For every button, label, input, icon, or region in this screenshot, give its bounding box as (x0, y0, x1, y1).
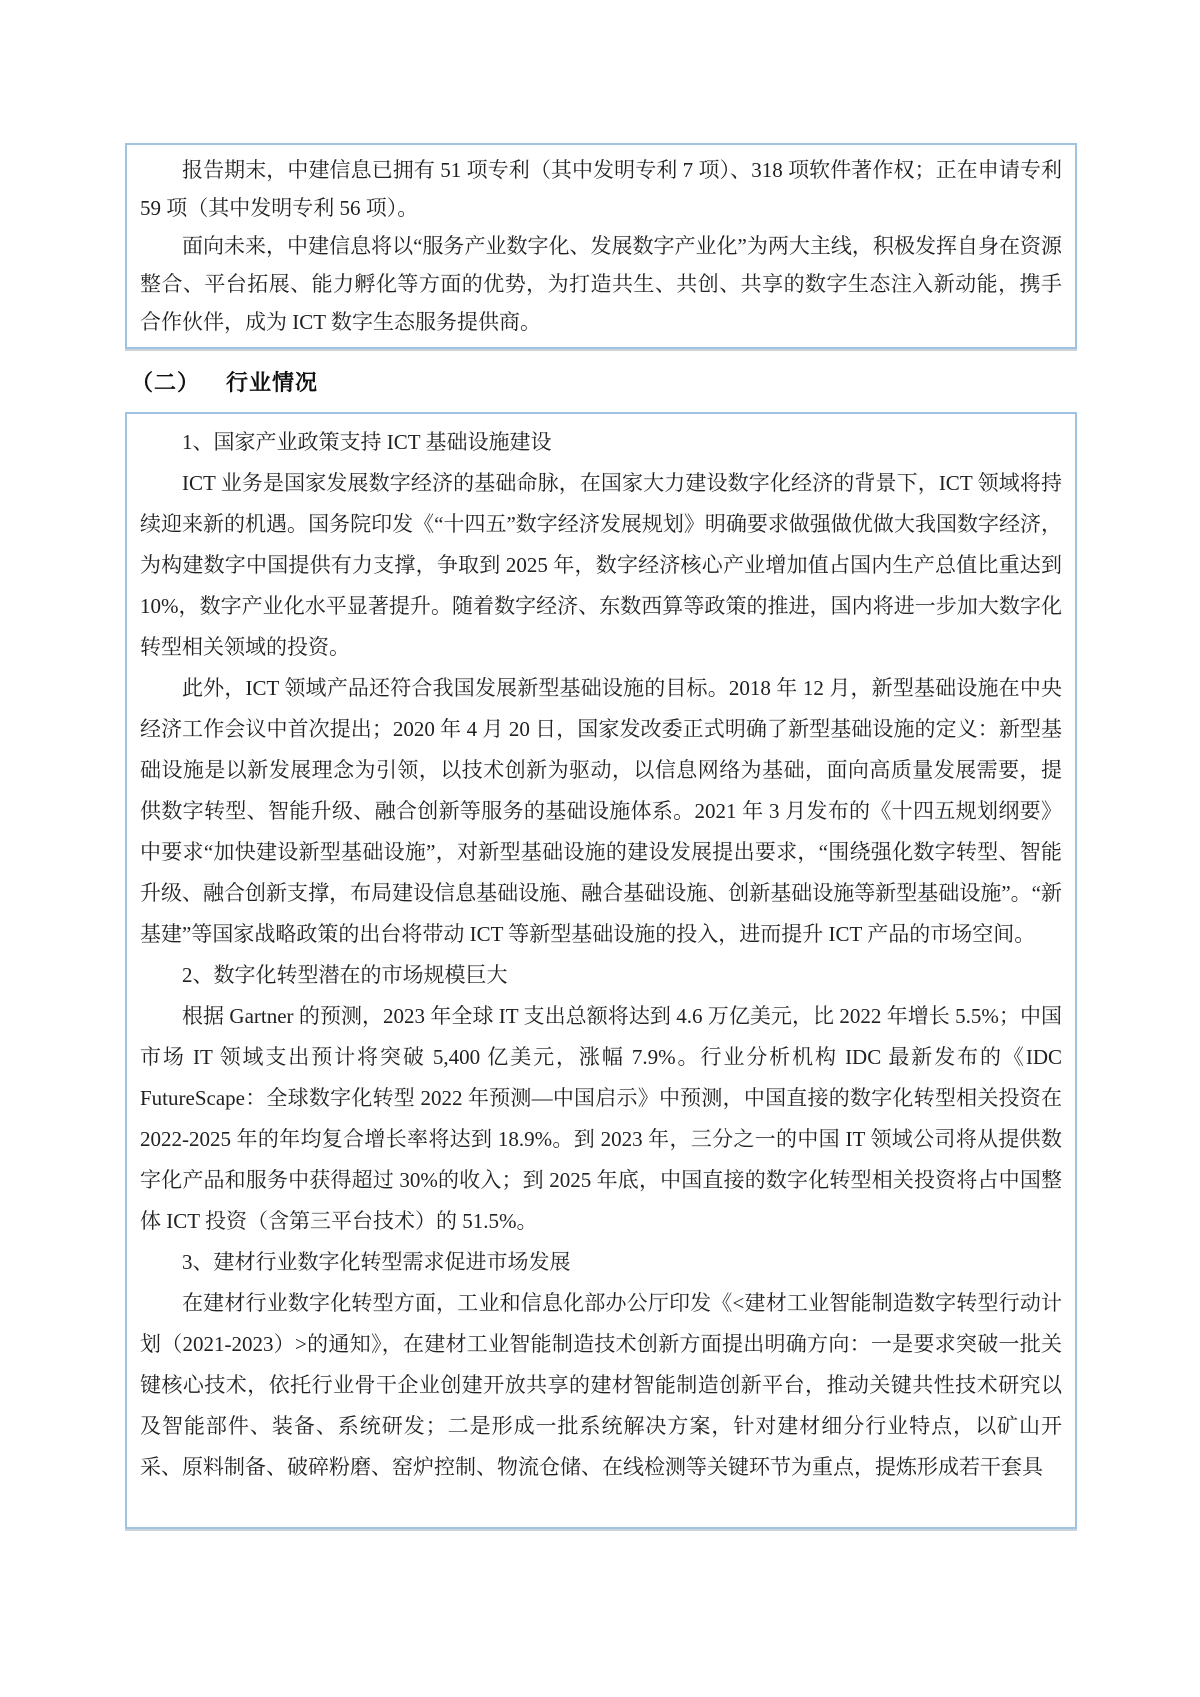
industry-paragraph-new-infrastructure: 此外，ICT 领域产品还符合我国发展新型基础设施的目标。2018 年 12 月，新型基础设施在中央经济工作会议中首次提出；2020 年 4 月 20 日，国家发改委正式明确了新型基础设施的定义：新型基础设施是以新发展理念为引领，以技术创新为驱动，以信息网络为基础，面向高质量发展需要，提供数字转型、智能升级、融合创新等服务的基础设施体系。2021 年 3 月发布的《十四五规划纲要》中要求“加快建设新型基础设施”，对新型基础设施的建设发展提出要求，“围绕强化数字转型、智能升级、融合创新支撑，布局建设信息基础设施、融合基础设施、创新基础设施等新型基础设施”。“新基建”等国家战略政策的出台将带动 ICT 等新型基础设施的投入，进而提升 ICT 产品的市场空间。 (140, 676, 1062, 946)
industry-subheading-2: 2、数字化转型潜在的市场规模巨大 (182, 963, 508, 987)
summary-paragraph-patents: 报告期末，中建信息已拥有 51 项专利（其中发明专利 7 项）、318 项软件著作权；正在申请专利 59 项（其中发明专利 56 项）。 (140, 158, 1062, 220)
industry-subheading-1: 1、国家产业政策支持 ICT 基础设施建设 (182, 430, 552, 454)
industry-paragraph-market-size: 根据 Gartner 的预测，2023 年全球 IT 支出总额将达到 4.6 万亿美元，比 2022 年增长 5.5%；中国市场 IT 领域支出预计将突破 5,400 亿美元，涨幅 7.9%。行业分析机构 IDC 最新发布的《IDC FutureScape：全球数字化转型 2022 年预测—中国启示》中预测，中国直接的数字化转型相关投资在 2022-2025 年的年均复合增长率将达到 18.9%。到 2023 年，三分之一的中国 IT 领域公司将从提供数字化产品和服务中获得超过 30%的收入；到 2025 年底，中国直接的数字化转型相关投资将占中国整体 ICT 投资（含第三平台技术）的 51.5%。 (140, 1004, 1062, 1233)
section-number: （二） (131, 370, 201, 395)
industry-subheading-3: 3、建材行业数字化转型需求促进市场发展 (182, 1250, 571, 1274)
summary-paragraph-future: 面向未来，中建信息将以“服务产业数字化、发展数字产业化”为两大主线，积极发挥自身在资源整合、平台拓展、能力孵化等方面的优势，为打造共生、共创、共享的数字生态注入新动能，携手合作伙伴，成为 ICT 数字生态服务提供商。 (140, 234, 1062, 334)
section-heading (131, 366, 318, 397)
industry-paragraph-ict-policy: ICT 业务是国家发展数字经济的基础命脉，在国家大力建设数字化经济的背景下，ICT 领域将持续迎来新的机遇。国务院印发《“十四五”数字经济发展规划》明确要求做强做优做大我国数字经济，为构建数字中国提供有力支撑，争取到 2025 年，数字经济核心产业增加值占国内生产总值比重达到 10%，数字产业化水平显著提升。随着数字经济、东数西算等政策的推进，国内将进一步加大数字化转型相关领域的投资。 (140, 471, 1062, 659)
industry-text-box (125, 412, 1077, 1529)
section-title: 行业情况 (226, 370, 319, 395)
summary-text-box (125, 143, 1077, 349)
industry-paragraph-building-materials: 在建材行业数字化转型方面，工业和信息化部办公厅印发《<建材工业智能制造数字转型行动计划（2021-2023）>的通知》，在建材工业智能制造技术创新方面提出明确方向：一是要求突破一批关键核心技术，依托行业骨干企业创建开放共享的建材智能制造创新平台，推动关键共性技术研究以及智能部件、装备、系统研发；二是形成一批系统解决方案，针对建材细分行业特点，以矿山开采、原料制备、破碎粉磨、窑炉控制、物流仓储、在线检测等关键环节为重点，提炼形成若干套具 (140, 1291, 1062, 1479)
